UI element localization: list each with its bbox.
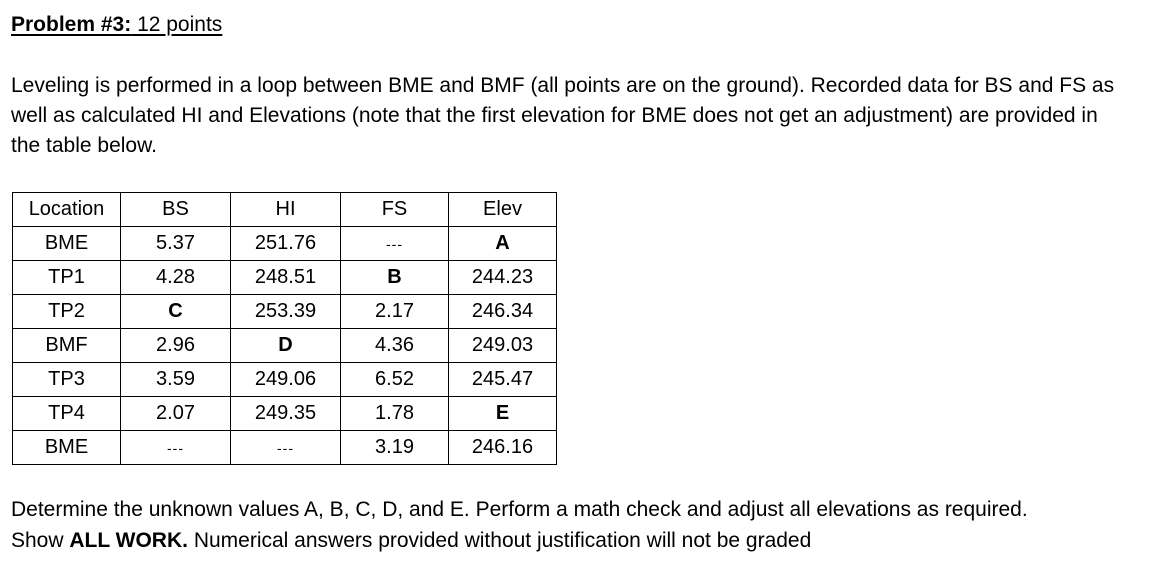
cell-hi: 253.39 (231, 295, 341, 329)
cell-bs: 5.37 (121, 227, 231, 261)
cell-fs: --- (341, 227, 449, 261)
cell-location: BME (13, 431, 121, 465)
table-body (13, 227, 557, 465)
cell-fs: 2.17 (341, 295, 449, 329)
table-row (13, 295, 557, 329)
cell-location: BMF (13, 329, 121, 363)
instructions-line-1: Determine the unknown values A, B, C, D, and E. Perform a math check and adjust all elevations as required. (11, 498, 1028, 521)
cell-elev: 245.47 (449, 363, 557, 397)
cell-location: TP3 (13, 363, 121, 397)
table-row (13, 329, 557, 363)
cell-hi: 249.35 (231, 397, 341, 431)
table-row (13, 363, 557, 397)
instructions-suffix: Numerical answers provided without justification will not be graded (187, 529, 812, 552)
cell-fs: 4.36 (341, 329, 449, 363)
table-row (13, 227, 557, 261)
instructions-line-2 (11, 525, 1141, 556)
table-row (13, 431, 557, 465)
cell-hi: 251.76 (231, 227, 341, 261)
cell-location: TP4 (13, 397, 121, 431)
cell-elev: A (449, 227, 557, 261)
table-row (13, 397, 557, 431)
cell-elev: 246.16 (449, 431, 557, 465)
problem-points: 12 points (137, 13, 223, 36)
problem-description: Leveling is performed in a loop between BME and BMF (all points are on the ground). Recorded data for BS and FS as well as calculated HI and Elevations (note that the first elevation for BME does not get an adjustment) are provided in the table below. (11, 74, 1115, 157)
problem-heading (11, 12, 222, 38)
cell-bs: 4.28 (121, 261, 231, 295)
header-hi: HI (231, 193, 341, 227)
cell-bs: 3.59 (121, 363, 231, 397)
table-header-row (13, 193, 557, 227)
cell-hi: --- (231, 431, 341, 465)
cell-bs: --- (121, 431, 231, 465)
cell-bs: 2.96 (121, 329, 231, 363)
cell-fs: 3.19 (341, 431, 449, 465)
cell-bs: 2.07 (121, 397, 231, 431)
cell-location: TP1 (13, 261, 121, 295)
header-fs: FS (341, 193, 449, 227)
cell-elev: 244.23 (449, 261, 557, 295)
cell-hi: 248.51 (231, 261, 341, 295)
instructions-prefix: Show (11, 529, 70, 552)
cell-elev: 246.34 (449, 295, 557, 329)
cell-fs: 1.78 (341, 397, 449, 431)
leveling-table (12, 192, 557, 465)
cell-elev: E (449, 397, 557, 431)
cell-fs: 6.52 (341, 363, 449, 397)
cell-location: TP2 (13, 295, 121, 329)
cell-hi: D (231, 329, 341, 363)
table-row (13, 261, 557, 295)
cell-fs: B (341, 261, 449, 295)
problem-number: Problem #3: (11, 13, 132, 36)
cell-elev: 249.03 (449, 329, 557, 363)
cell-location: BME (13, 227, 121, 261)
header-elev: Elev (449, 193, 557, 227)
header-bs: BS (121, 193, 231, 227)
cell-bs: C (121, 295, 231, 329)
instructions (11, 494, 1141, 556)
header-location: Location (13, 193, 121, 227)
instructions-emphasis: ALL WORK. (69, 529, 188, 552)
cell-hi: 249.06 (231, 363, 341, 397)
